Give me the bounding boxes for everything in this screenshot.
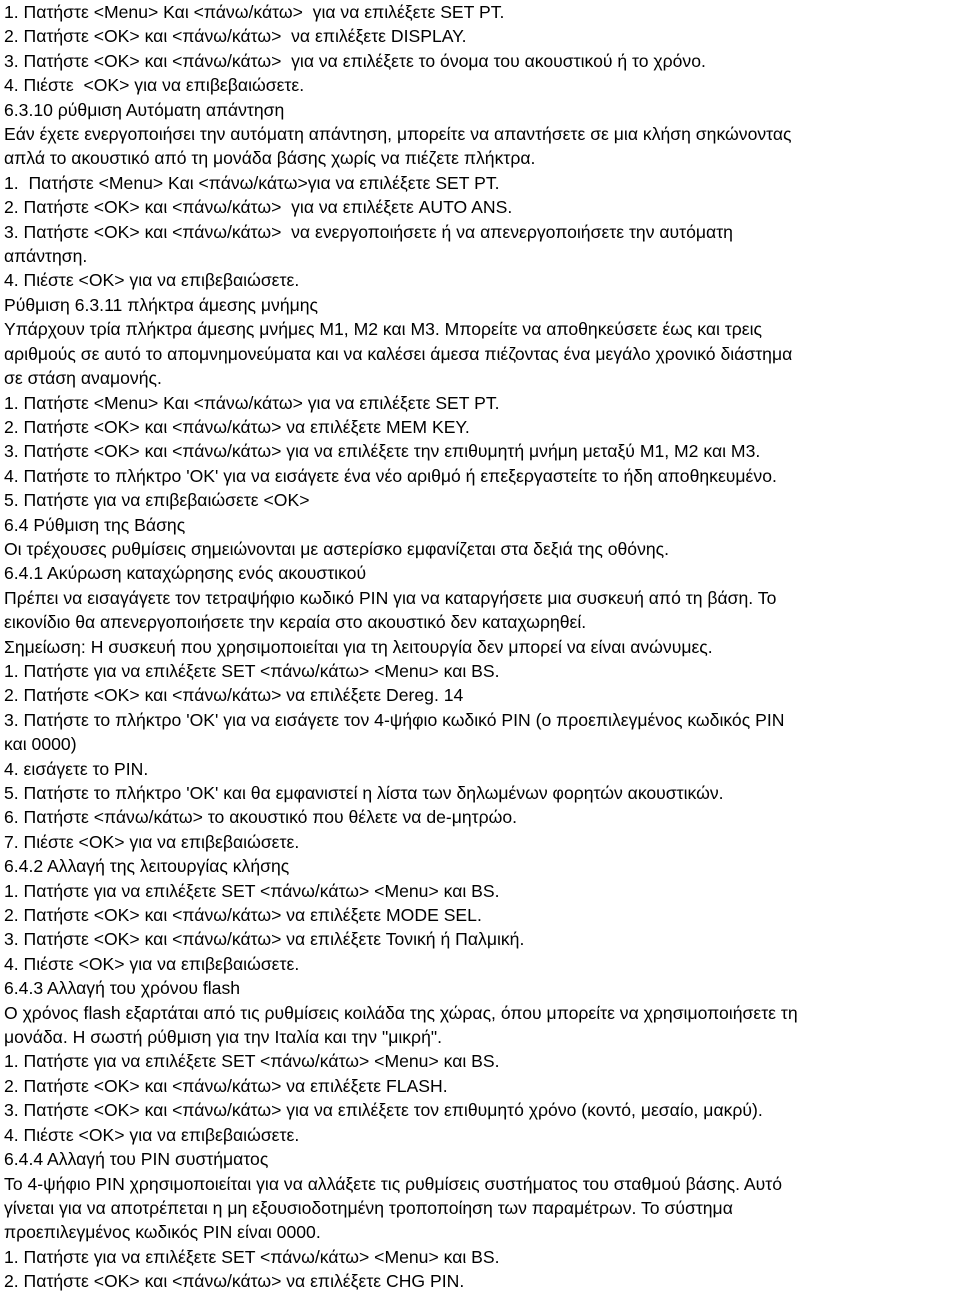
text-line: αριθμούς σε αυτό το απομνημονεύματα και να καλέσει άμεσα πιέζοντας ένα μεγάλο χρονικό διάστημα — [4, 343, 793, 364]
text-line: 1. Πατήστε για να επιλέξετε SET <πάνω/κάτω> <Menu> και BS. — [4, 880, 500, 901]
text-line: 2. Πατήστε <OK> και <πάνω/κάτω> να επιλέξετε CHG PIN. — [4, 1271, 465, 1292]
section-heading: 6.4.1 Ακύρωση καταχώρησης ενός ακουστικού — [4, 563, 367, 584]
text-line: 5. Πατήστε για να επιβεβαιώσετε <OK> — [4, 490, 310, 511]
text-line: 7. Πιέστε <OK> για να επιβεβαιώσετε. — [4, 831, 300, 852]
text-line: γίνεται για να αποτρέπεται η μη εξουσιοδοτημένη τροποποίηση των παραμέτρων. Το σύστημα — [4, 1197, 733, 1218]
text-line: σε στάση αναμονής. — [4, 368, 162, 389]
text-line: Εάν έχετε ενεργοποιήσει την αυτόματη απάντηση, μπορείτε να απαντήσετε σε μια κλήση σηκώνοντας — [4, 124, 792, 145]
text-line: Ο χρόνος flash εξαρτάται από τις ρυθμίσεις κοιλάδα της χώρας, όπου μπορείτε να χρησιμοποιήσετε τη — [4, 1002, 798, 1023]
text-line: 5. Πατήστε το πλήκτρο 'OK' και θα εμφανιστεί η λίστα των δηλωμένων φορητών ακουστικών. — [4, 783, 724, 803]
text-line: μονάδα. Η σωστή ρύθμιση για την Ιταλία και την "μικρή". — [4, 1027, 442, 1048]
text-line: 1. Πατήστε για να επιλέξετε SET <πάνω/κάτω> <Menu> και BS. — [4, 1051, 500, 1072]
text-line: Πρέπει να εισαγάγετε τον τετραψήφιο κωδικό PIN για να καταργήσετε μια συσκευή από τη βάση. Το — [4, 587, 777, 608]
text-line: προεπιλεγμένος κωδικός PIN είναι 0000. — [4, 1222, 321, 1243]
text-line: Οι τρέχουσες ρυθμίσεις σημειώνονται με αστερίσκο εμφανίζεται στα δεξιά της οθόνης. — [4, 538, 670, 559]
text-line: 6. Πατήστε <πάνω/κάτω> το ακουστικό που θέλετε να de-μητρώο. — [4, 807, 518, 828]
text-line: 2. Πατήστε <OK> και <πάνω/κάτω> να επιλέξετε Dereg. 14 — [4, 685, 464, 706]
text-line: 2. Πατήστε <OK> και <πάνω/κάτω> να επιλέξετε MEM KEY. — [4, 416, 470, 437]
text-line: εικονίδιο θα απενεργοποιήσετε την κεραία στο ακουστικό δεν καταχωρηθεί. — [4, 612, 587, 633]
text-line: 3. Πατήστε <OK> και <πάνω/κάτω> για να επιλέξετε την επιθυμητή μνήμη μεταξύ M1, M2 και M3. — [4, 441, 761, 462]
text-line: 1. Πατήστε <Menu> Και <πάνω/κάτω>για να επιλέξετε SET PT. — [4, 172, 500, 193]
text-line: 2. Πατήστε <OK> και <πάνω/κάτω> να επιλέξετε DISPLAY. — [4, 26, 467, 47]
text-line: 4. Πιέστε <OK> για να επιβεβαιώσετε. — [4, 1124, 300, 1145]
section-heading: 6.3.10 ρύθμιση Αυτόματη απάντηση — [4, 99, 285, 120]
text-line: 2. Πατήστε <OK> και <πάνω/κάτω> να επιλέξετε MODE SEL. — [4, 905, 482, 926]
text-line: Σημείωση: Η συσκευή που χρησιμοποιείται για τη λειτουργία δεν μπορεί να είναι ανώνυμες. — [4, 636, 713, 657]
section-heading: 6.4 Ρύθμιση της Βάσης — [4, 514, 186, 535]
section-heading: 6.4.2 Αλλαγή της λειτουργίας κλήσης — [4, 856, 290, 877]
text-line: 4. Πατήστε το πλήκτρο 'OK' για να εισάγετε ένα νέο αριθμό ή επεξεργαστείτε το ήδη αποθηκευμένο. — [4, 465, 777, 486]
section-heading: 6.4.3 Αλλαγή του χρόνου flash — [4, 978, 241, 999]
section-heading: 6.4.4 Αλλαγή του PIN συστήματος — [4, 1149, 269, 1170]
text-line: 4. Πιέστε <OK> για να επιβεβαιώσετε. — [4, 75, 305, 96]
text-line: 1. Πατήστε για να επιλέξετε SET <πάνω/κάτω> <Menu> και BS. — [4, 1246, 500, 1267]
text-line: 2. Πατήστε <OK> και <πάνω/κάτω> να επιλέξετε FLASH. — [4, 1075, 448, 1096]
text-line: 4. Πιέστε <OK> για να επιβεβαιώσετε. — [4, 953, 300, 974]
text-line: 3. Πατήστε <OK> και <πάνω/κάτω> να ενεργοποιήσετε ή να απενεργοποιήσετε την αυτόματη — [4, 221, 733, 242]
section-heading: Ρύθμιση 6.3.11 πλήκτρα άμεσης μνήμης — [4, 294, 319, 315]
text-line: 4. Πιέστε <OK> για να επιβεβαιώσετε. — [4, 270, 300, 291]
text-line: Το 4-ψήφιο PIN χρησιμοποιείται για να αλλάξετε τις ρυθμίσεις συστήματος του σταθμού βάσης. Αυτό — [4, 1173, 782, 1194]
text-line: 3. Πατήστε <OK> και <πάνω/κάτω> για να επιλέξετε το όνομα του ακουστικού ή το χρόνο. — [4, 50, 706, 71]
text-line: απάντηση. — [4, 246, 88, 267]
text-line: 1. Πατήστε για να επιλέξετε SET <πάνω/κάτω> <Menu> και BS. — [4, 660, 500, 681]
text-line: 4. εισάγετε το PIN. — [4, 758, 149, 779]
text-line: και 0000) — [4, 734, 77, 755]
text-line: 3. Πατήστε το πλήκτρο 'OK' για να εισάγετε τον 4-ψήφιο κωδικό PIN (ο προεπιλεγμένος κωδικός PIN — [4, 709, 785, 730]
text-line: 1. Πατήστε <Menu> Και <πάνω/κάτω> για να επιλέξετε SET PT. — [4, 392, 500, 413]
text-line: 2. Πατήστε <OK> και <πάνω/κάτω> για να επιλέξετε AUTO ANS. — [4, 197, 513, 218]
text-line: 3. Πατήστε <OK> και <πάνω/κάτω> για να επιλέξετε τον επιθυμητό χρόνο (κοντό, μεσαίο, μακρύ). — [4, 1100, 763, 1121]
text-line: 3. Πατήστε <OK> και <πάνω/κάτω> να επιλέξετε Τονική ή Παλμική. — [4, 929, 525, 950]
text-line: απλά το ακουστικό από τη μονάδα βάσης χωρίς να πιέζετε πλήκτρα. — [4, 148, 536, 169]
text-line: Υπάρχουν τρία πλήκτρα άμεσης μνήμες M1, M2 και M3. Μπορείτε να αποθηκεύσετε έως και τρεις — [4, 319, 763, 340]
text-line: 1. Πατήστε <Menu> Και <πάνω/κάτω> για να επιλέξετε SET PT. — [4, 2, 505, 22]
